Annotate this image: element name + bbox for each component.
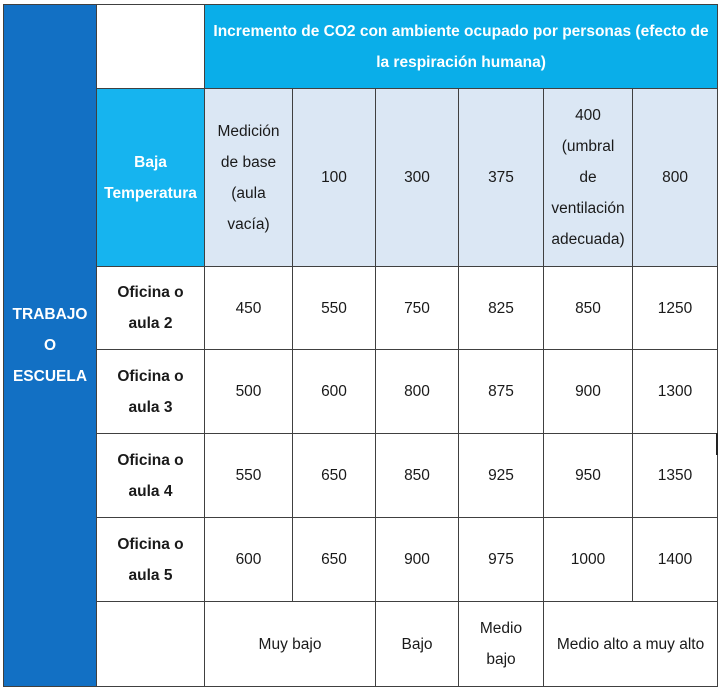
table-cell: 800: [376, 350, 459, 434]
table-cell: 1400: [633, 518, 718, 602]
table-cell: 650: [293, 518, 376, 602]
column-header-375: 375: [459, 89, 544, 267]
table-cell: 975: [459, 518, 544, 602]
level-medio-bajo: Medio bajo: [459, 602, 544, 687]
footer-row: [4, 602, 718, 687]
table-cell: 825: [459, 267, 544, 350]
table-cell: 600: [293, 350, 376, 434]
column-header-800: 800: [633, 89, 718, 267]
table-row: [4, 350, 718, 434]
table-cell: 900: [376, 518, 459, 602]
table-cell: 650: [293, 434, 376, 518]
co2-table: [3, 4, 718, 687]
level-bajo: Bajo: [376, 602, 459, 687]
table-title: Incremento de CO2 con ambiente ocupado por personas (efecto de la respiración humana): [205, 5, 718, 89]
top-left-blank-cell: [97, 5, 205, 89]
footer-blank-cell: [97, 602, 205, 687]
row-label: Oficina o aula 2: [97, 267, 205, 350]
row-label: Oficina o aula 4: [97, 434, 205, 518]
level-medio-alto-muy-alto: Medio alto a muy alto: [544, 602, 718, 687]
table-cell: 500: [205, 350, 293, 434]
table-cell: 950: [544, 434, 633, 518]
corner-label-baja-temperatura: Baja Temperatura: [97, 89, 205, 267]
table-cell: 450: [205, 267, 293, 350]
table-cell: 925: [459, 434, 544, 518]
edge-mark: [716, 433, 718, 455]
column-header-400: 400 (umbral de ventilación adecuada): [544, 89, 633, 267]
table-cell: 600: [205, 518, 293, 602]
table-cell: 1000: [544, 518, 633, 602]
table-cell: 550: [205, 434, 293, 518]
table-cell: 550: [293, 267, 376, 350]
table-cell: 900: [544, 350, 633, 434]
side-label-trabajo-escuela: TRABAJO O ESCUELA: [4, 5, 97, 687]
table-cell: 1350: [633, 434, 718, 518]
level-muy-bajo: Muy bajo: [205, 602, 376, 687]
table-cell: 850: [376, 434, 459, 518]
table-row: [4, 434, 718, 518]
table-cell: 1300: [633, 350, 718, 434]
column-header-base: Medición de base (aula vacía): [205, 89, 293, 267]
table-cell: 1250: [633, 267, 718, 350]
row-label: Oficina o aula 3: [97, 350, 205, 434]
table-cell: 750: [376, 267, 459, 350]
table-row: [4, 518, 718, 602]
column-header-300: 300: [376, 89, 459, 267]
table-row: [4, 267, 718, 350]
table-cell: 875: [459, 350, 544, 434]
column-header-100: 100: [293, 89, 376, 267]
table-cell: 850: [544, 267, 633, 350]
row-label: Oficina o aula 5: [97, 518, 205, 602]
